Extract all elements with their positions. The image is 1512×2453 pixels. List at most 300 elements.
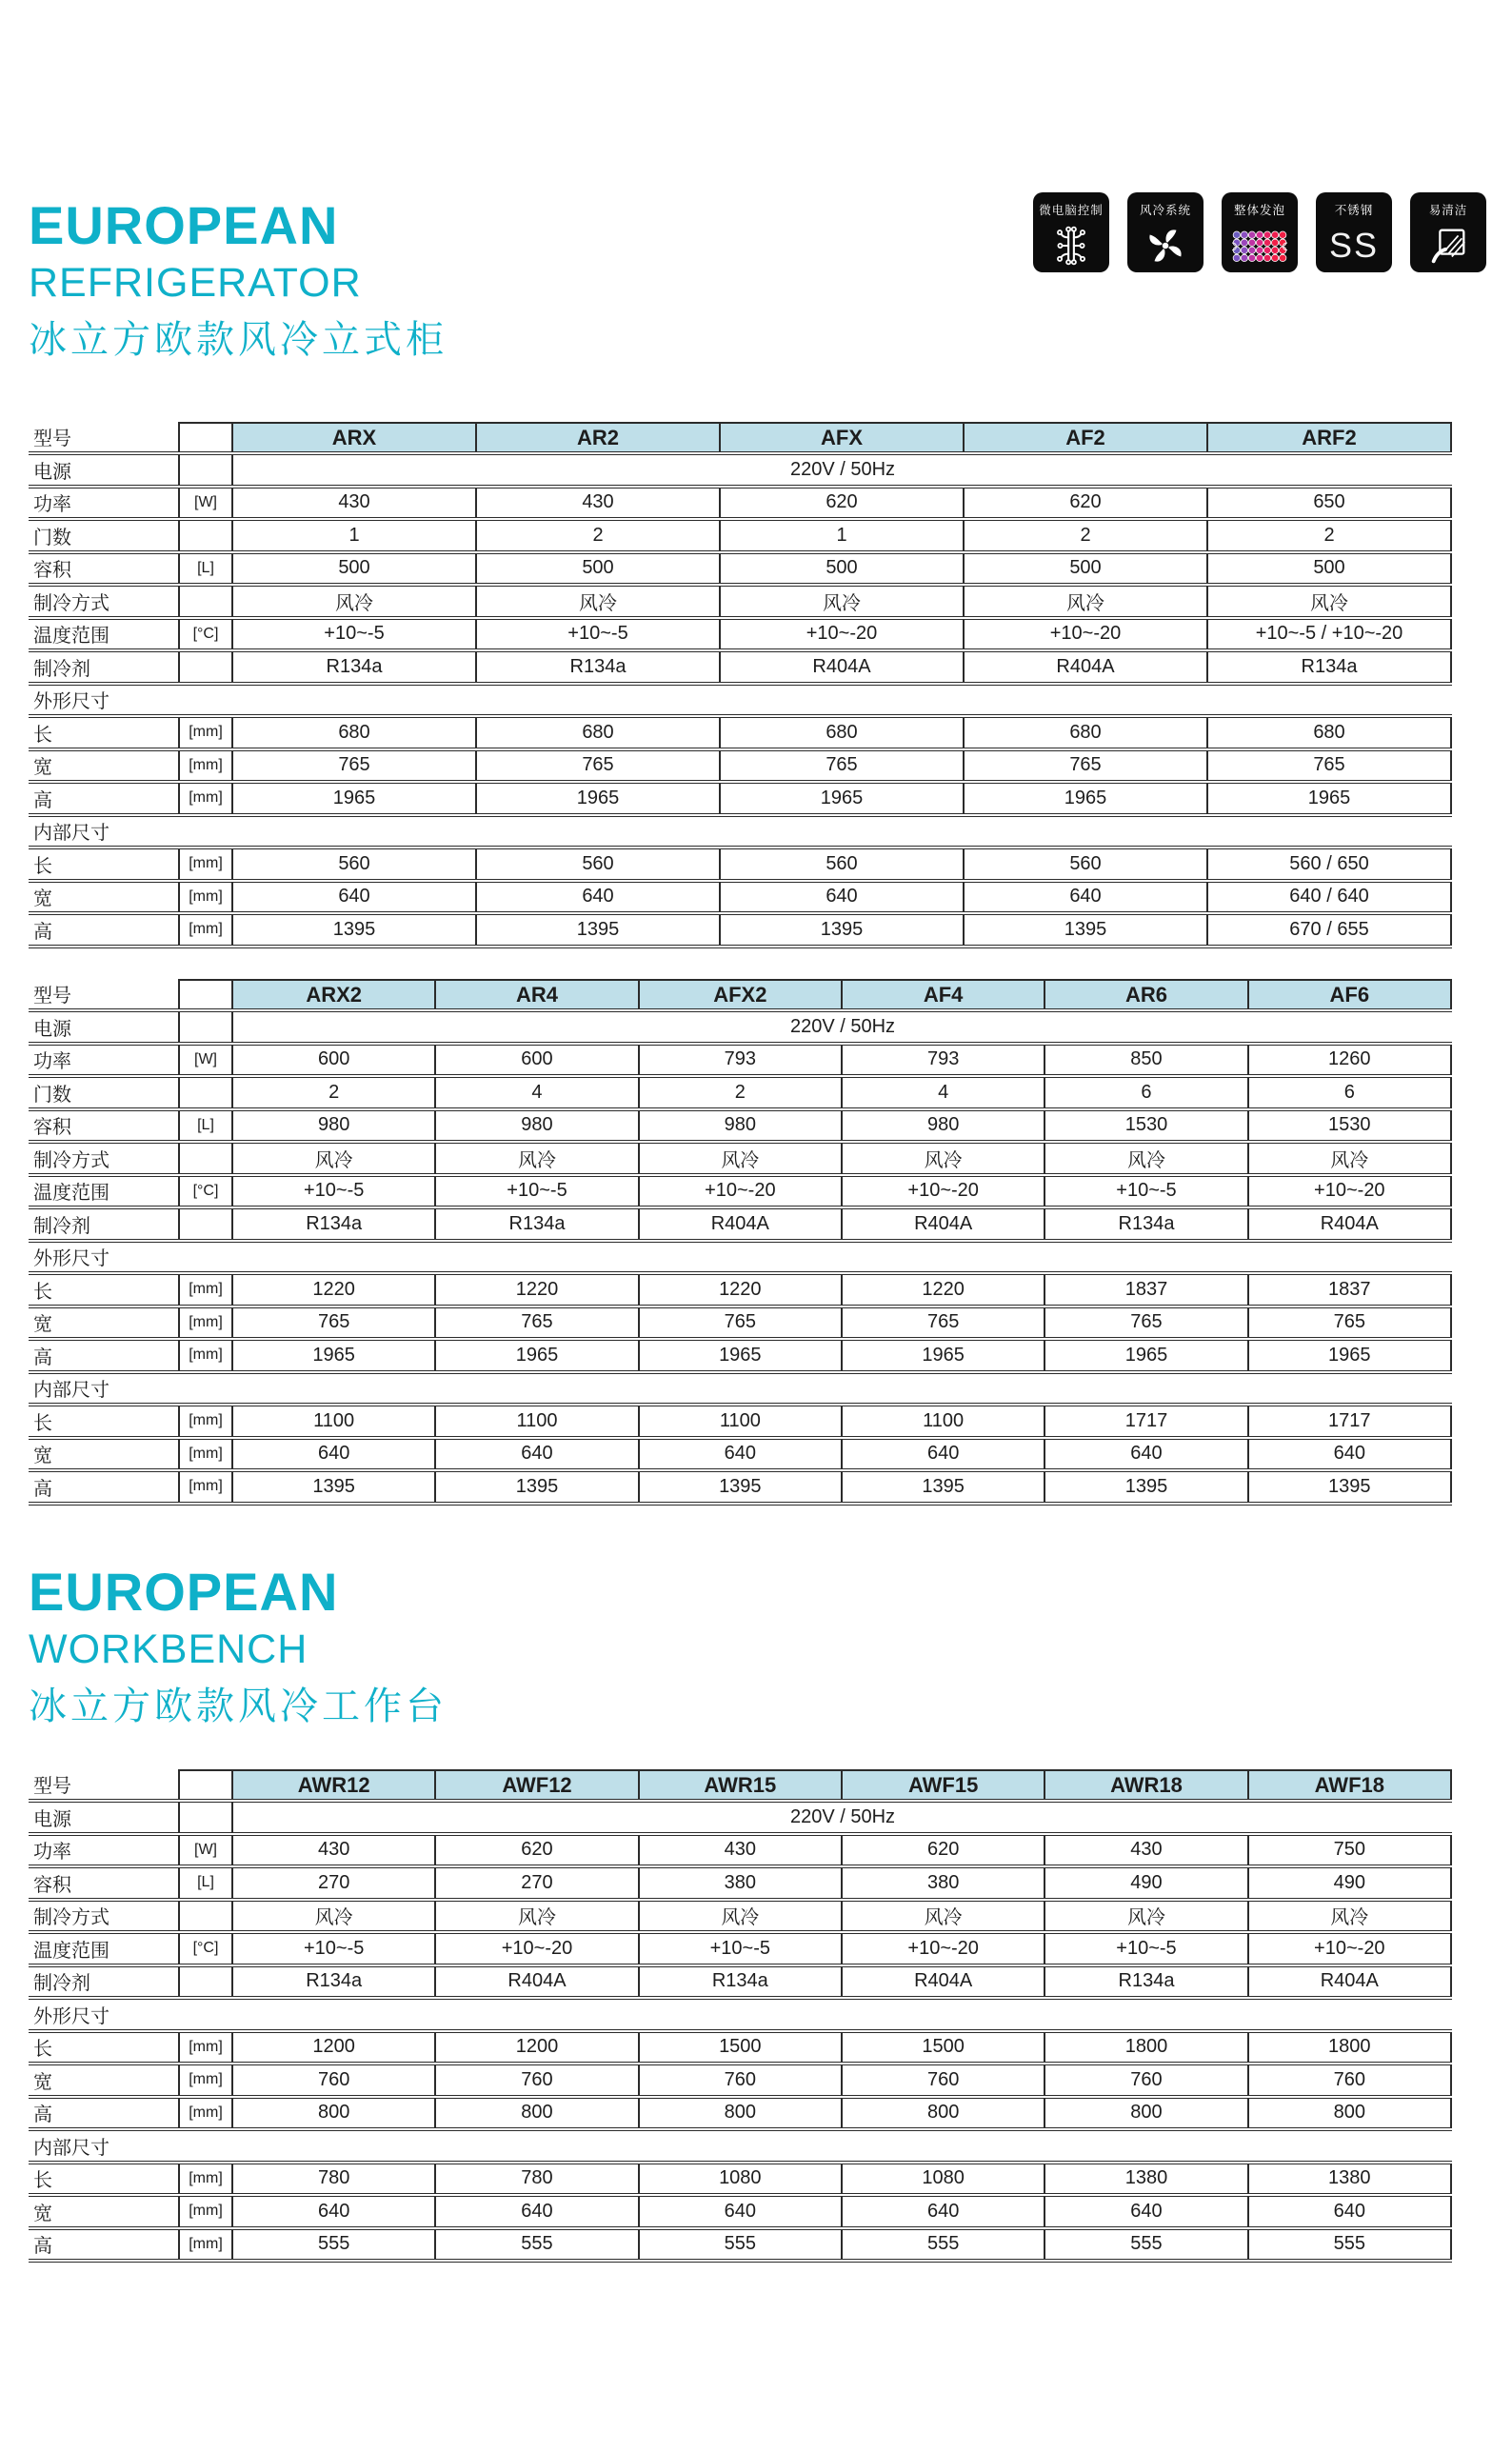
spec-value: 800 [638, 2099, 841, 2128]
spec-value: 680 [231, 718, 475, 748]
row-unit [178, 1012, 231, 1042]
row-label: 制冷方式 [33, 592, 109, 614]
row-label: 制冷剂 [33, 1215, 90, 1237]
spec-value: 1965 [841, 1341, 1044, 1370]
row-unit: [mm] [178, 1341, 231, 1370]
spec-value: 1395 [231, 1472, 434, 1502]
spec-value: 620 [841, 1836, 1044, 1865]
spec-value: 1965 [231, 1341, 434, 1370]
spec-value: R404A [719, 652, 963, 682]
row-unit [178, 455, 231, 485]
spec-value: 1395 [841, 1472, 1044, 1502]
dimension-section-label: 内部尺寸 [33, 823, 109, 845]
spec-value: 800 [841, 2099, 1044, 2128]
spec-value: 760 [434, 2065, 637, 2095]
table-header-row [29, 1769, 1452, 1803]
spec-value: 1395 [475, 915, 719, 945]
spec-value: 780 [434, 2164, 637, 2194]
spec-value: 1965 [1044, 1341, 1246, 1370]
row-unit [178, 1078, 231, 1107]
model-name: AWR12 [231, 1769, 434, 1799]
table-row [29, 587, 1452, 620]
row-unit: [L] [178, 554, 231, 584]
spec-value: 风冷 [638, 1902, 841, 1931]
row-label: 温度范围 [33, 626, 109, 648]
row-unit: [mm] [178, 915, 231, 945]
spec-value: 1965 [719, 784, 963, 813]
ss-glyph: SS [1328, 225, 1380, 265]
spec-value: 380 [841, 1868, 1044, 1898]
spec-value: 555 [638, 2230, 841, 2260]
spec-value: 980 [434, 1111, 637, 1141]
model-name: AWF15 [841, 1769, 1044, 1799]
section-row [29, 2000, 1452, 2033]
spec-value: 980 [841, 1111, 1044, 1141]
table-row [29, 2099, 1452, 2132]
spec-value: 风冷 [231, 587, 475, 616]
spec-value: 640 [475, 883, 719, 912]
spec-value: +10~-5 [231, 620, 475, 649]
spec-value: 风冷 [963, 587, 1206, 616]
table-row [29, 1275, 1452, 1308]
table-row [29, 1341, 1452, 1374]
spec-value: R404A [434, 1967, 637, 1997]
row-label: 门数 [33, 527, 71, 548]
spec-value: R134a [638, 1967, 841, 1997]
section-row [29, 2131, 1452, 2164]
spec-value: +10~-5 / +10~-20 [1206, 620, 1452, 649]
spec-value: +10~-5 [434, 1177, 637, 1207]
table-row [29, 1209, 1452, 1243]
spec-value: 640 / 640 [1206, 883, 1452, 912]
row-label: 高 [33, 789, 52, 811]
table-row [29, 521, 1452, 554]
spec-value: 风冷 [1044, 1144, 1246, 1173]
spec-value: R134a [1044, 1967, 1246, 1997]
spec-value: 560 [963, 849, 1206, 879]
spec-value: 1395 [231, 915, 475, 945]
spec-value: 1395 [1044, 1472, 1246, 1502]
row-unit [178, 1144, 231, 1173]
row-label: 容积 [33, 1874, 71, 1896]
row-unit: [°C] [178, 1177, 231, 1207]
row-label: 容积 [33, 1117, 71, 1139]
spec-value: 560 [719, 849, 963, 879]
spec-value: 650 [1206, 489, 1452, 518]
spec-value: 640 [1247, 2197, 1452, 2226]
table-row [29, 718, 1452, 751]
spec-value: 500 [719, 554, 963, 584]
row-unit: [mm] [178, 849, 231, 879]
row-label: 温度范围 [33, 1940, 109, 1962]
spec-value: 2 [1206, 521, 1452, 550]
row-unit: [W] [178, 1836, 231, 1865]
row-unit: [°C] [178, 1934, 231, 1964]
model-column-label: 型号 [33, 986, 71, 1007]
spec-value: R134a [475, 652, 719, 682]
spec-value: +10~-20 [719, 620, 963, 649]
spec-table-refrigerator-1 [29, 422, 1452, 948]
model-name: AWR15 [638, 1769, 841, 1799]
spec-value: 680 [719, 718, 963, 748]
section-row [29, 686, 1452, 719]
row-label: 功率 [33, 1051, 71, 1073]
spec-value: 2 [475, 521, 719, 550]
model-name: AWF12 [434, 1769, 637, 1799]
spec-value: 555 [1044, 2230, 1246, 2260]
spec-value: 490 [1044, 1868, 1246, 1898]
spec-value: 800 [1044, 2099, 1246, 2128]
row-unit: [W] [178, 489, 231, 518]
spec-value: 640 [963, 883, 1206, 912]
row-unit: [mm] [178, 1472, 231, 1502]
section-row [29, 1374, 1452, 1407]
model-name: AFX2 [638, 979, 841, 1008]
spec-value: 1100 [231, 1406, 434, 1436]
spec-value: 765 [1044, 1308, 1246, 1338]
spec-value: +10~-20 [1247, 1177, 1452, 1207]
table-row [29, 1967, 1452, 2001]
spec-value: 1395 [1247, 1472, 1452, 1502]
spec-value: 980 [638, 1111, 841, 1141]
dimension-section-label: 内部尺寸 [33, 2137, 109, 2159]
spec-value: 600 [434, 1046, 637, 1075]
spec-value: 风冷 [638, 1144, 841, 1173]
model-name: AF4 [841, 979, 1044, 1008]
spec-value: 765 [475, 751, 719, 781]
spec-value: 640 [841, 2197, 1044, 2226]
spec-value: 风冷 [719, 587, 963, 616]
model-column-label: 型号 [33, 429, 71, 449]
row-label: 高 [33, 1346, 52, 1368]
spec-value: 555 [841, 2230, 1044, 2260]
model-name: AWF18 [1247, 1769, 1452, 1799]
spec-value: 620 [963, 489, 1206, 518]
air-cooling-system-icon [1144, 218, 1187, 272]
row-label: 高 [33, 1478, 52, 1500]
merged-row [29, 1803, 1452, 1836]
spec-value: 1080 [638, 2164, 841, 2194]
spec-value: 2 [231, 1078, 434, 1107]
row-unit: [L] [178, 1868, 231, 1898]
spec-value: R404A [1247, 1967, 1452, 1997]
spec-value: 430 [638, 1836, 841, 1865]
table-row [29, 489, 1452, 522]
spec-value: 560 [475, 849, 719, 879]
spec-value: 1380 [1247, 2164, 1452, 2194]
row-label: 宽 [33, 2203, 52, 2224]
spec-value: 1800 [1247, 2033, 1452, 2063]
spec-value: 1530 [1247, 1111, 1452, 1141]
spec-value: 765 [1247, 1308, 1452, 1338]
spec-value: 555 [1247, 2230, 1452, 2260]
spec-value: 1500 [638, 2033, 841, 2063]
spec-value: 2 [963, 521, 1206, 550]
spec-value: 风冷 [1247, 1902, 1452, 1931]
spec-value: 1965 [963, 784, 1206, 813]
spec-value: 760 [638, 2065, 841, 2095]
model-name: ARF2 [1206, 422, 1452, 451]
stainless-steel-icon [1329, 218, 1379, 272]
spec-value: +10~-20 [638, 1177, 841, 1207]
merged-value: 220V / 50Hz [231, 1803, 1452, 1832]
row-label: 高 [33, 2236, 52, 2258]
table-row [29, 1836, 1452, 1869]
spec-value: 600 [231, 1046, 434, 1075]
row-label: 长 [33, 1412, 52, 1434]
spec-value: 1220 [841, 1275, 1044, 1305]
dimension-section-label: 外形尺寸 [33, 691, 109, 713]
spec-table-refrigerator-2 [29, 979, 1452, 1506]
spec-value: 430 [1044, 1836, 1246, 1865]
spec-value: R134a [231, 1209, 434, 1239]
table-row [29, 2164, 1452, 2198]
row-label: 功率 [33, 1842, 71, 1864]
spec-value: 270 [231, 1868, 434, 1898]
spec-value: 风冷 [231, 1902, 434, 1931]
spec-value: 270 [434, 1868, 637, 1898]
spec-value: 430 [475, 489, 719, 518]
merged-value: 220V / 50Hz [231, 455, 1452, 485]
spec-value: R134a [1044, 1209, 1246, 1239]
spec-value: 640 [231, 883, 475, 912]
spec-value: 640 [231, 1440, 434, 1469]
spec-value: 800 [434, 2099, 637, 2128]
spec-value: +10~-5 [1044, 1177, 1246, 1207]
spec-value: 765 [841, 1308, 1044, 1338]
model-name: AR2 [475, 422, 719, 451]
feature-label: 风冷系统 [1139, 204, 1191, 217]
spec-value: R404A [963, 652, 1206, 682]
spec-value: 640 [1044, 1440, 1246, 1469]
spec-value: 1395 [638, 1472, 841, 1502]
spec-value: 765 [638, 1308, 841, 1338]
spec-value: 1200 [231, 2033, 434, 2063]
row-unit [178, 1967, 231, 1997]
table-row [29, 784, 1452, 817]
feature-tile-air-cooling [1127, 192, 1204, 272]
table-row [29, 849, 1452, 883]
spec-value: 640 [841, 1440, 1044, 1469]
merged-row [29, 455, 1452, 489]
spec-value: +10~-5 [231, 1934, 434, 1964]
spec-value: 1200 [434, 2033, 637, 2063]
spec-value: 750 [1247, 1836, 1452, 1865]
spec-value: 风冷 [1206, 587, 1452, 616]
feature-tiles [1033, 192, 1486, 272]
row-label: 长 [33, 1281, 52, 1303]
row-unit: [mm] [178, 1275, 231, 1305]
row-unit: [mm] [178, 2065, 231, 2095]
spec-value: 430 [231, 489, 475, 518]
row-unit [178, 587, 231, 616]
spec-value: 1965 [434, 1341, 637, 1370]
spec-value: 2 [638, 1078, 841, 1107]
dimension-section-label: 内部尺寸 [33, 1380, 109, 1402]
row-label: 宽 [33, 888, 52, 910]
spec-value: 1965 [638, 1341, 841, 1370]
spec-value: +10~-5 [1044, 1934, 1246, 1964]
title-european-1: EUROPEAN [29, 195, 339, 255]
spec-value: 风冷 [475, 587, 719, 616]
table-row [29, 751, 1452, 785]
spec-value: 1100 [638, 1406, 841, 1436]
section-title-workbench [29, 1562, 448, 1730]
row-unit: [W] [178, 1046, 231, 1075]
table-row [29, 2033, 1452, 2066]
spec-value: +10~-5 [475, 620, 719, 649]
spec-value: 风冷 [841, 1144, 1044, 1173]
model-column-label: 型号 [33, 1776, 71, 1797]
spec-table-workbench [29, 1769, 1452, 2263]
spec-value: 风冷 [1044, 1902, 1246, 1931]
table-row [29, 620, 1452, 653]
section-row [29, 1243, 1452, 1276]
spec-value: 1965 [475, 784, 719, 813]
spec-value: 640 [719, 883, 963, 912]
table-row [29, 652, 1452, 686]
spec-value: 风冷 [1247, 1144, 1452, 1173]
spec-value: 1717 [1247, 1406, 1452, 1436]
spec-value: 1965 [1206, 784, 1452, 813]
spec-value: +10~-20 [841, 1934, 1044, 1964]
row-unit: [L] [178, 1111, 231, 1141]
spec-value: 765 [231, 1308, 434, 1338]
spec-value: 1260 [1247, 1046, 1452, 1075]
model-name: AWR18 [1044, 1769, 1246, 1799]
merged-value: 220V / 50Hz [231, 1012, 1452, 1042]
spec-value: 980 [231, 1111, 434, 1141]
subtitle-zh-refrigerator: 冰立方欧款风冷立式柜 [29, 319, 448, 361]
table-row [29, 1406, 1452, 1440]
row-label: 制冷剂 [33, 658, 90, 680]
spec-value: 765 [434, 1308, 637, 1338]
spec-value: 风冷 [841, 1902, 1044, 1931]
row-unit: [°C] [178, 620, 231, 649]
spec-value: R404A [841, 1209, 1044, 1239]
model-name: AR6 [1044, 979, 1246, 1008]
spec-value: 6 [1247, 1078, 1452, 1107]
row-label: 高 [33, 2104, 52, 2126]
table-row [29, 2230, 1452, 2264]
section-title-refrigerator [29, 195, 448, 364]
table-row [29, 1144, 1452, 1177]
spec-value: 765 [231, 751, 475, 781]
row-label: 制冷剂 [33, 1973, 90, 1995]
spec-value: 500 [1206, 554, 1452, 584]
feature-label: 易清洁 [1428, 204, 1468, 217]
spec-value: 640 [231, 2197, 434, 2226]
row-unit: [mm] [178, 1308, 231, 1338]
table-row [29, 1902, 1452, 1935]
spec-value: R134a [434, 1209, 637, 1239]
row-label: 电源 [33, 1808, 71, 1830]
row-label: 门数 [33, 1084, 71, 1106]
row-label: 制冷方式 [33, 1149, 109, 1171]
unit-column-header [178, 422, 231, 451]
row-label: 功率 [33, 494, 71, 516]
model-name: ARX [231, 422, 475, 451]
spec-value: 640 [1247, 1440, 1452, 1469]
row-unit [178, 1209, 231, 1239]
spec-value: +10~-20 [434, 1934, 637, 1964]
unit-column-header [178, 979, 231, 1008]
model-name: AR4 [434, 979, 637, 1008]
table-header-row [29, 422, 1452, 455]
table-row [29, 1868, 1452, 1902]
row-label: 电源 [33, 1018, 71, 1040]
row-label: 长 [33, 2170, 52, 2192]
table-header-row [29, 979, 1452, 1012]
subtitle-zh-workbench: 冰立方欧款风冷工作台 [29, 1685, 448, 1727]
row-label: 温度范围 [33, 1183, 109, 1205]
feature-tile-microcomputer [1033, 192, 1109, 272]
dimension-section-label: 外形尺寸 [33, 1248, 109, 1270]
row-label: 宽 [33, 1446, 52, 1467]
spec-value: R134a [231, 1967, 434, 1997]
row-label: 容积 [33, 560, 71, 582]
spec-value: +10~-5 [231, 1177, 434, 1207]
row-unit [178, 521, 231, 550]
spec-value: R134a [1206, 652, 1452, 682]
table-row [29, 1078, 1452, 1111]
row-label: 长 [33, 855, 52, 877]
row-label: 宽 [33, 757, 52, 779]
spec-value: 风冷 [434, 1144, 637, 1173]
row-unit: [mm] [178, 883, 231, 912]
model-name: ARX2 [231, 979, 434, 1008]
spec-value: 1080 [841, 2164, 1044, 2194]
easy-clean-icon [1426, 218, 1470, 272]
spec-value: 500 [231, 554, 475, 584]
spec-value: 670 / 655 [1206, 915, 1452, 945]
spec-value: 1837 [1044, 1275, 1246, 1305]
spec-value: 640 [434, 2197, 637, 2226]
feature-tile-stainless [1316, 192, 1392, 272]
spec-value: 6 [1044, 1078, 1246, 1107]
spec-value: 1395 [963, 915, 1206, 945]
spec-value: 800 [231, 2099, 434, 2128]
table-row [29, 2197, 1452, 2230]
feature-label: 不锈钢 [1334, 204, 1374, 217]
spec-value: 680 [475, 718, 719, 748]
title-workbench: WORKBENCH [29, 1626, 308, 1672]
spec-value: 640 [638, 1440, 841, 1469]
row-unit: [mm] [178, 751, 231, 781]
spec-value: 4 [841, 1078, 1044, 1107]
spec-value: 1530 [1044, 1111, 1246, 1141]
spec-value: 380 [638, 1868, 841, 1898]
spec-value: 1800 [1044, 2033, 1246, 2063]
spec-value: 1 [719, 521, 963, 550]
table-row [29, 1472, 1452, 1506]
spec-value: 4 [434, 1078, 637, 1107]
spec-value: R134a [231, 652, 475, 682]
foam-insulation-icon [1232, 218, 1287, 272]
spec-value: 500 [475, 554, 719, 584]
spec-value: 1 [231, 521, 475, 550]
row-unit [178, 1902, 231, 1931]
model-name: AFX [719, 422, 963, 451]
table-row [29, 883, 1452, 916]
spec-value: 780 [231, 2164, 434, 2194]
spec-value: +10~-5 [638, 1934, 841, 1964]
spec-value: 620 [719, 489, 963, 518]
spec-value: 640 [434, 1440, 637, 1469]
table-row [29, 1440, 1452, 1473]
spec-value: 555 [434, 2230, 637, 2260]
row-unit: [mm] [178, 784, 231, 813]
